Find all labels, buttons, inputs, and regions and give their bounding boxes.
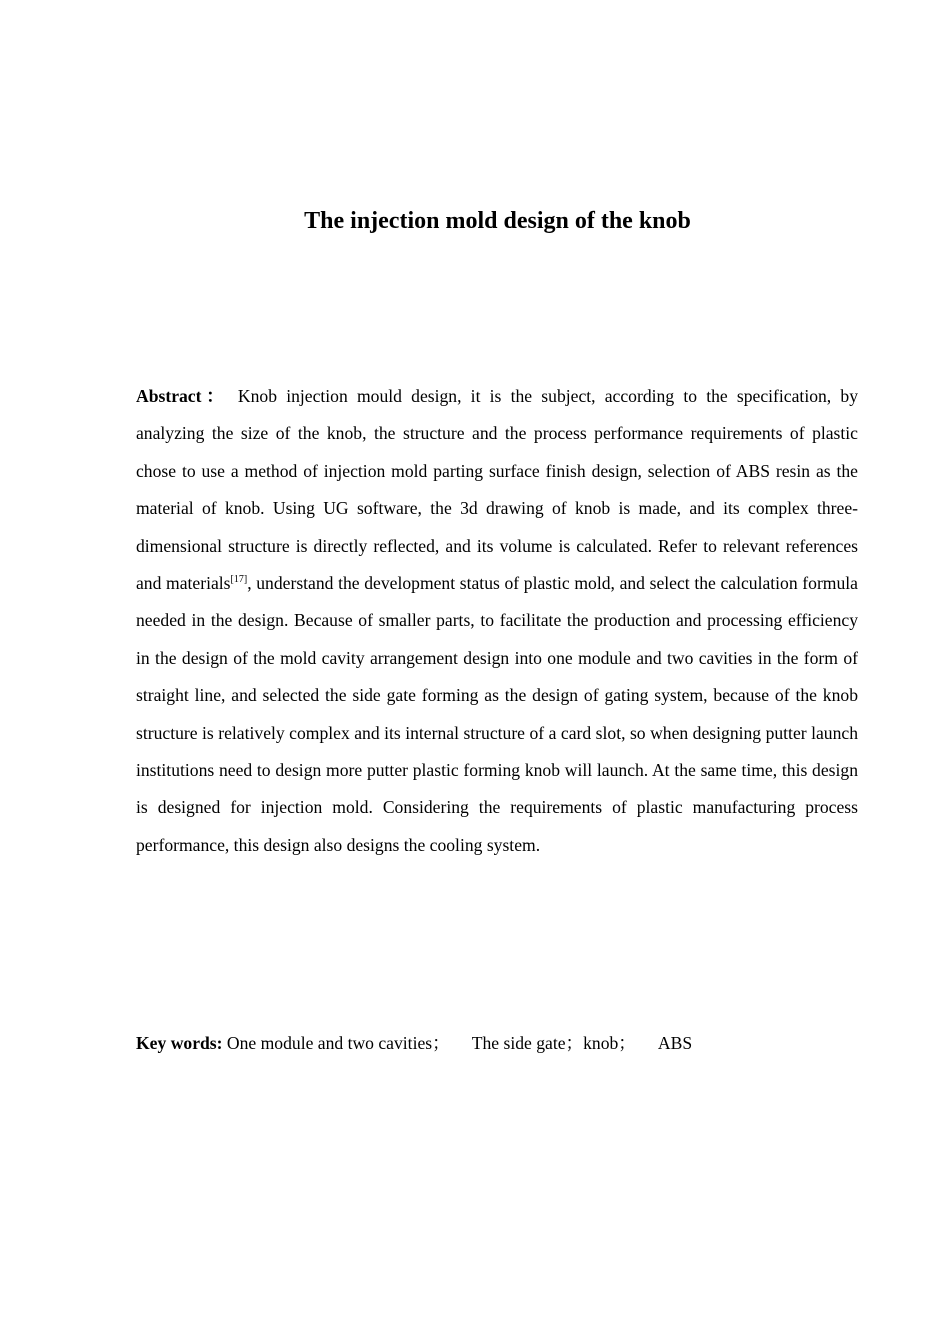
abstract-text-part2: , understand the development status of plastic mold, and select the calculation formula needed in the design. Because of smaller parts, to facilitate the production and processing efficiency in the design of the mold cavity arrangement design into one module and two cavities in the form of straight line, and selected the side gate forming as the design of gating system, because of the knob structure is relatively complex and its internal structure of a card slot, so when designing putter launch institutions need to design more putter plastic forming knob will launch. At the same time, this design is designed for injection mold. Considering the requirements of plastic manufacturing process performance, this design also designs the cooling system. — [136, 573, 858, 855]
abstract-label: Abstract： — [136, 386, 229, 406]
keyword-item: The side gate； — [471, 1033, 584, 1053]
keywords-line — [136, 1027, 858, 1059]
keyword-item: knob； — [583, 1033, 636, 1053]
citation-reference: [17] — [230, 574, 248, 586]
abstract-paragraph — [136, 378, 858, 864]
document-title: The injection mold design of the knob — [304, 208, 691, 234]
keyword-item: One module and two cavities； — [226, 1033, 450, 1053]
keywords-label: Key words: — [136, 1033, 223, 1053]
abstract-text-part1: Knob injection mould design, it is the subject, according to the specification, by analyzing the size of the knob, the structure and the process performance requirements of plastic chose to use a method of injection mold parting surface finish design, selection of ABS resin as the material of knob. Using UG software, the 3d drawing of knob is made, and its complex three-dimensional structure is directly reflected, and its volume is calculated. Refer to relevant references and materials — [136, 386, 858, 594]
keyword-item: ABS — [657, 1033, 693, 1053]
